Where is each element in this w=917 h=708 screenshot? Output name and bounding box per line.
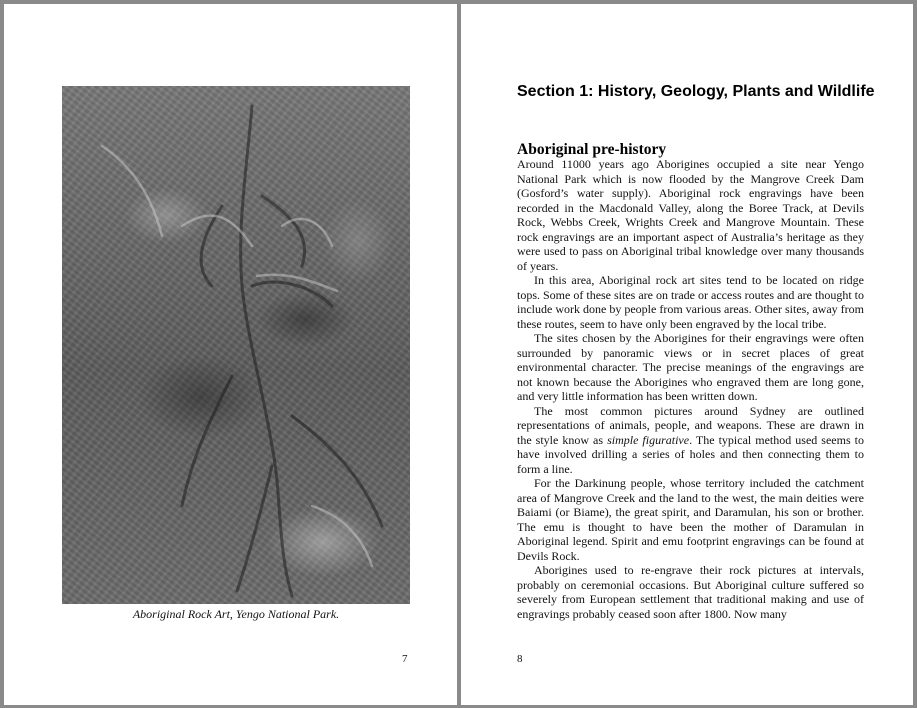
left-page bbox=[4, 4, 457, 705]
paragraph bbox=[517, 404, 864, 477]
paragraph: Aborigines used to re-engrave their rock pictures at intervals, probably on ceremonial occasions. But Aboriginal culture suffered so severely from European settlement that traditional making and use of engravings probably ceased soon after 1800. Now many bbox=[517, 563, 864, 621]
paragraph: In this area, Aboriginal rock art sites tend to be located on ridge tops. Some of these sites are on trade or access routes and are thought to include work done by people from various areas. Other sites, away from these routes, seem to have only been engraved by the local tribe. bbox=[517, 273, 864, 331]
rock-art-photo bbox=[62, 86, 410, 604]
subheading: Aboriginal pre-history bbox=[517, 141, 667, 158]
right-page bbox=[461, 4, 913, 705]
emphasis-text: simple figurative bbox=[607, 432, 690, 447]
section-title: Section 1: History, Geology, Plants and Wildlife bbox=[517, 83, 875, 100]
page-number: 8 bbox=[517, 653, 523, 665]
photo-caption: Aboriginal Rock Art, Yengo National Park. bbox=[132, 607, 340, 621]
paragraph-text: The most common pictures around Sydney are outlined representations of animals, people, and weapons. These are drawn in the style know as bbox=[517, 403, 864, 447]
paragraph: For the Darkinung people, whose territory included the catchment area of Mangrove Creek and the land to the west, the main deities were Baiami (or Biame), the great spirit, and Daramulan, his son or brother. The emu is thought to have been the mother of Daramulan in Aboriginal legend. Spirit and emu footprint engravings can be found at Devils Rock. bbox=[517, 476, 864, 563]
body-text bbox=[517, 157, 864, 621]
paragraph: The sites chosen by the Aborigines for their engravings were often surrounded by panoramic views or in secret places of great environmental character. The precise meanings of the engravings are not known because the Aborigines who engraved them are long gone, and very little information has been written down. bbox=[517, 331, 864, 403]
paragraph-text: . The typical method used seems to have involved drilling a series of holes and then connecting them to form a line. bbox=[517, 432, 864, 476]
page-number: 7 bbox=[402, 653, 408, 665]
paragraph: Around 11000 years ago Aborigines occupied a site near Yengo National Park which is now flooded by the Mangrove Creek Dam (Gosford’s water supply). Aboriginal rock engravings have been recorded in the Macdonald Valley, along the Boree Track, at Devils Rock, Webbs Creek, Wrights Creek and Mangrove Mountain. These rock engravings are an important aspect of Australia’s heritage as they were used to pass on Aboriginal tribal knowledge over many thousands of years. bbox=[517, 157, 864, 273]
engraving-lines bbox=[62, 86, 410, 604]
